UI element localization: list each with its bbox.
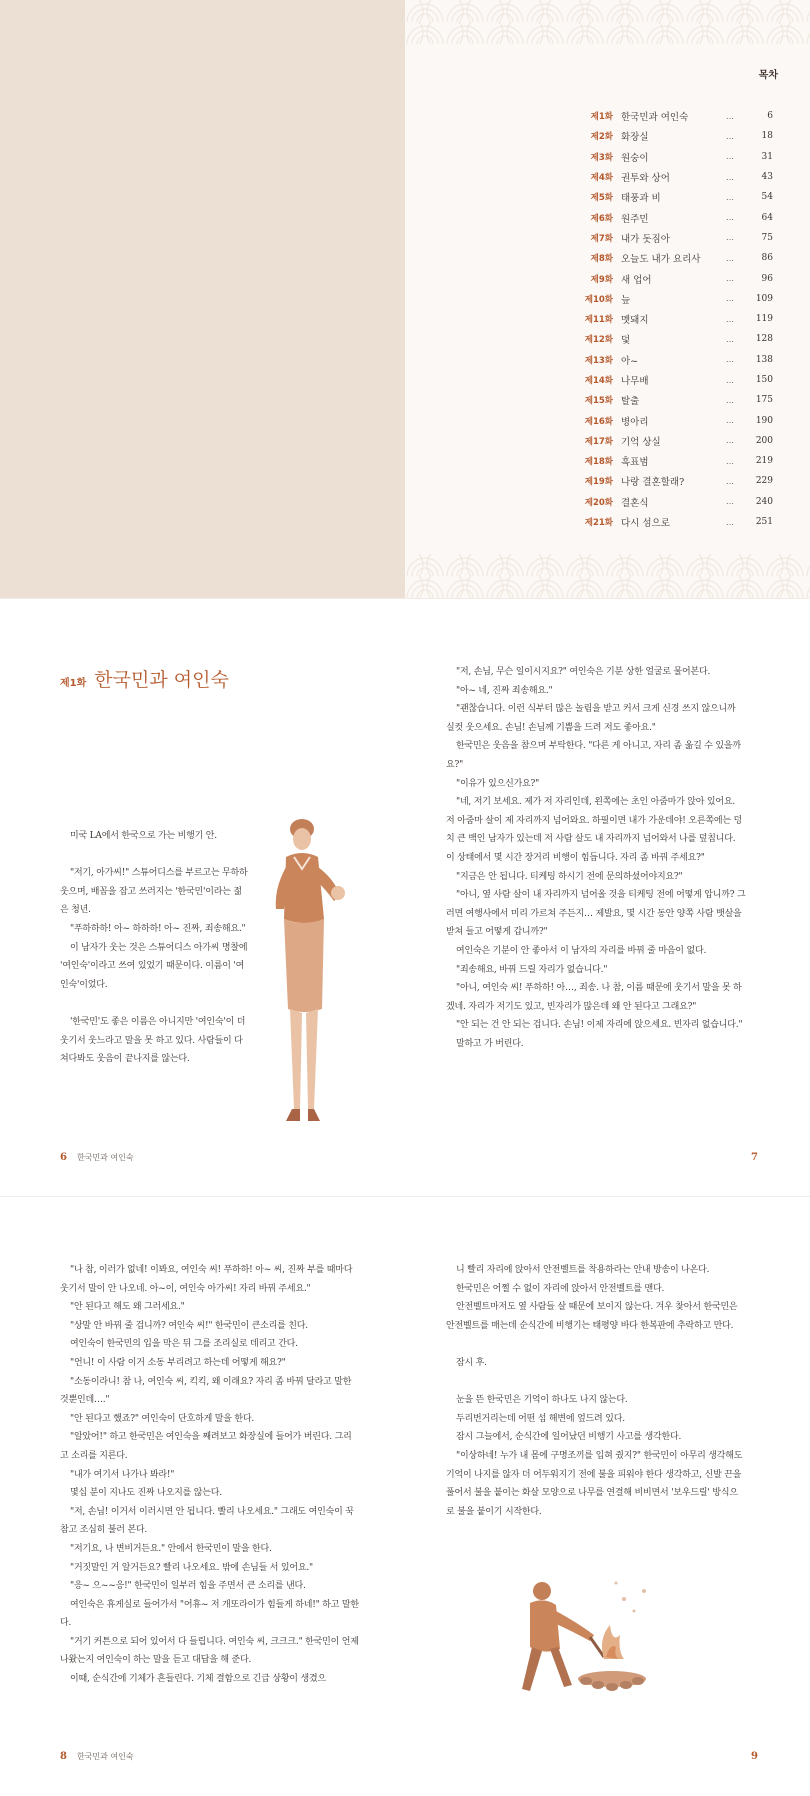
toc-entry [581, 512, 781, 532]
toc-entry [581, 207, 781, 227]
body-paragraph: 안전벨트마저도 옆 사람들 살 때문에 보이지 않는다. 겨우 찾아서 한국민은 안전벨트를 매는데 순식간에 비행기는 태평양 바다 한복판에 추락하고 만다. [446, 1302, 738, 1331]
toc-leader-dots: … [726, 294, 734, 304]
chapter-number: 제1화 [60, 678, 87, 689]
body-paragraph: '한국민'도 좋은 이름은 아니지만 '여인숙'이 더 웃기서 웃느라고 말을 못 하고 있다. 사람들이 다 쳐다봐도 웃음이 끝나지를 않는다. [60, 1016, 246, 1065]
toc-chapter-title: 새 업어 [621, 274, 652, 286]
body-paragraph: "나 참, 이러가 없네! 이봐요, 여인숙 씨! 푸하하! 아~ 씨, 진짜 부를 때마다 웃기서 말이 안 나오네. 아~이, 여인숙 아가씨! 자리 바꿔 주세요." [60, 1265, 353, 1294]
toc-page [405, 0, 810, 598]
toc-leader-dots: … [726, 314, 734, 324]
toc-page-number: 219 [755, 456, 773, 467]
body-paragraph: "죄송해요, 바꿔 드릴 자리가 없습니다." [456, 964, 608, 975]
toc-chapter-title: 아~ [621, 355, 639, 367]
toc-chapter-number: 제5화 [590, 193, 613, 204]
chapter-heading [60, 665, 229, 692]
toc-leader-dots: … [726, 111, 734, 121]
body-paragraph: "알았어!" 하고 한국민은 여인숙을 째려보고 화장실에 들어가 버린다. 그리고 소리를 지른다. [60, 1432, 352, 1461]
toc-list [581, 106, 781, 532]
toc-page-number: 31 [761, 151, 773, 162]
body-paragraph: "저, 손님! 이거서 이러시면 안 됩니다. 빨리 나오세요." 그래도 여인숙이 꾹 참고 조심히 불러 본다. [60, 1506, 354, 1536]
toc-chapter-number: 제8화 [590, 254, 613, 265]
toc-chapter-title: 원주민 [621, 213, 649, 225]
folio-left [60, 1751, 134, 1762]
toc-entry [581, 228, 781, 248]
toc-entry [581, 350, 781, 370]
toc-page-number: 54 [761, 192, 773, 203]
body-paragraph: "안 된다고 했죠?" 여인숙이 단호하게 말을 한다. [70, 1413, 255, 1424]
toc-chapter-title: 탈출 [621, 396, 640, 408]
wave-pattern-top [405, 0, 810, 44]
toc-chapter-title: 덫 [621, 335, 631, 347]
cover-blank-page [0, 0, 405, 598]
body-paragraph: 니 빨리 자리에 앉아서 안전벨트를 착용하라는 안내 방송이 나온다. [456, 1265, 710, 1275]
page-6 [0, 599, 405, 1196]
page-number: 7 [751, 1152, 758, 1163]
toc-page-number: 75 [761, 232, 773, 243]
spread-pages-6-7 [0, 598, 810, 1196]
campfire-man-illustration [494, 1539, 666, 1719]
body-paragraph: 여인숙은 기분이 안 좋아서 이 남자의 자리를 바꿔 줄 마음이 없다. [456, 945, 707, 956]
toc-page-number: 200 [755, 435, 773, 446]
toc-chapter-title: 멧돼지 [621, 315, 649, 327]
toc-page-number: 190 [755, 415, 773, 426]
toc-chapter-number: 제1화 [590, 112, 613, 123]
toc-chapter-number: 제18화 [584, 457, 613, 468]
toc-chapter-title: 다시 섬으로 [621, 518, 670, 530]
body-paragraph: 여인숙은 휴게실로 들어가서 "어휴~ 저 개또라이가 힘들게 하네!" 하고 말한다. [60, 1599, 359, 1629]
toc-leader-dots: … [726, 456, 734, 466]
toc-leader-dots: … [726, 172, 734, 182]
toc-page-number: 18 [761, 131, 773, 142]
folio-left [60, 1152, 134, 1163]
toc-leader-dots: … [726, 517, 734, 527]
toc-entry [581, 451, 781, 471]
toc-page-number: 138 [755, 354, 773, 365]
toc-leader-dots: … [726, 334, 734, 344]
toc-page-number: 128 [755, 334, 773, 345]
toc-entry [581, 471, 781, 491]
toc-leader-dots: … [726, 395, 734, 405]
toc-chapter-number: 제4화 [590, 173, 613, 184]
body-paragraph: 몇십 분이 지나도 진짜 나오지를 않는다. [70, 1488, 222, 1499]
toc-entry [581, 410, 781, 430]
running-title: 한국민과 여인숙 [76, 1153, 134, 1162]
toc-chapter-title: 병아리 [621, 416, 649, 428]
toc-chapter-number: 제21화 [584, 518, 613, 529]
toc-leader-dots: … [726, 192, 734, 202]
toc-leader-dots: … [726, 497, 734, 507]
spread-cover-toc [0, 0, 810, 598]
toc-chapter-title: 흑표범 [621, 457, 649, 469]
page-number: 8 [60, 1751, 67, 1762]
toc-chapter-number: 제20화 [584, 497, 613, 508]
toc-chapter-title: 한국민과 여인숙 [621, 112, 689, 124]
toc-chapter-number: 제11화 [584, 315, 613, 326]
page-9-body [446, 1261, 746, 1521]
page-number: 9 [751, 1751, 758, 1762]
toc-chapter-number: 제13화 [584, 355, 613, 366]
toc-chapter-title: 내가 돗짐아 [621, 233, 670, 245]
toc-entry [581, 431, 781, 451]
toc-chapter-number: 제6화 [590, 213, 613, 224]
toc-leader-dots: … [726, 213, 734, 223]
toc-entry [581, 390, 781, 410]
page-number: 6 [60, 1152, 67, 1163]
body-paragraph: 말하고 가 버린다. [456, 1038, 524, 1049]
running-title: 한국민과 여인숙 [76, 1752, 134, 1761]
body-paragraph: "이상하네! 누가 내 몸에 구명조끼를 입혀 줬지?" 한국민이 아무리 생각해도 기억이 나지를 않자 더 어두워지기 전에 불을 피워야 한다 생각하고, 신발 끈을 풀어서 불을 붙이는 화살 모양으로 나무를 연결해 비비면서 '보우드릴' 방식으로 불을 붙이기 시작한다. [446, 1450, 743, 1517]
toc-page-number: 175 [755, 395, 773, 406]
toc-entry [581, 268, 781, 288]
body-paragraph: 한국민은 웃음을 참으며 부탁한다. "다른 게 아니고, 자리 좀 옮길 수 있을까요?" [446, 741, 741, 770]
body-paragraph: 이때, 순식간에 기체가 흔들린다. 기체 결함으로 긴급 상황이 생겼으 [70, 1674, 326, 1685]
toc-leader-dots: … [726, 152, 734, 162]
toc-page-number: 150 [755, 375, 773, 385]
body-paragraph: "소동이라니! 참 나, 여인숙 씨, 킥킥, 왜 이래요? 자리 좀 바꿔 달라고 말한 것뿐인데…." [60, 1376, 352, 1406]
toc-chapter-title: 오늘도 내가 요리사 [621, 254, 701, 266]
toc-page-number: 109 [755, 293, 773, 304]
body-paragraph: "내가 여기서 나가나 봐라!" [70, 1469, 175, 1480]
toc-page-number: 96 [761, 273, 773, 284]
toc-leader-dots: … [726, 375, 734, 385]
toc-page-number: 43 [761, 172, 773, 183]
body-paragraph: "괜찮습니다. 이런 식부터 많은 놀림을 받고 커서 크게 신경 쓰지 않으니까 실컷 웃으세요. 손님! 손님께 기쁨을 드려 저도 좋아요." [446, 704, 736, 733]
toc-chapter-number: 제14화 [584, 376, 613, 386]
toc-chapter-number: 제17화 [584, 436, 613, 447]
toc-page-number: 229 [755, 476, 773, 487]
body-paragraph: 잠시 그늘에서, 순식간에 일어났던 비행기 사고를 생각한다. [456, 1432, 682, 1443]
body-paragraph: "지금은 안 됩니다. 티케팅 하시기 전에 문의하셨어야지요?" [456, 871, 683, 882]
body-paragraph: "저, 손님, 무슨 일이시지요?" 여인숙은 기분 상한 얼굴로 물어본다. [456, 667, 711, 677]
body-paragraph: 눈을 뜬 한국민은 기억이 하나도 나지 않는다. [456, 1395, 628, 1406]
body-paragraph: "안 되는 건 안 되는 겁니다. 손님! 이제 자리에 앉으세요. 빈자리 없습니다." [456, 1020, 743, 1031]
spread-pages-8-9 [0, 1196, 810, 1796]
toc-chapter-title: 태풍과 비 [621, 193, 661, 205]
body-paragraph: "언니! 이 사람 이거 소동 부리려고 하는데 어떻게 해요?" [70, 1357, 286, 1368]
body-paragraph: "거기 커튼으로 되어 있어서 다 들립니다. 여인숙 씨, 크크크." 한국민이 언제 나왔는지 여인숙이 하는 말을 듣고 대답을 해 준다. [60, 1636, 359, 1666]
body-paragraph: "이유가 있으신가요?" [456, 778, 540, 789]
toc-chapter-title: 기억 상실 [621, 436, 661, 448]
toc-leader-dots: … [726, 274, 734, 284]
toc-chapter-title: 결혼식 [621, 497, 649, 509]
toc-page-number: 251 [755, 517, 773, 528]
toc-leader-dots: … [726, 355, 734, 365]
toc-page-number: 6 [767, 111, 773, 122]
toc-entry [581, 147, 781, 167]
toc-page-number: 64 [761, 212, 773, 223]
body-paragraph: "네, 저기 보세요. 제가 저 자리인데, 왼쪽에는 초인 아줌마가 앉아 있어요. 저 아줌마 살이 제 자리까지 넘어와요. 하필이면 내가 가운데야! 오른쪽에는 덩치 큰 백인 남자가 있는데 저 사람 살도 내 자리까지 넘어와서 나를 덮칩니다. 이 상태에서 몇 시간 장거리 비행이 힘듭니다. 자리 좀 바꿔 주세요?" [446, 797, 743, 863]
toc-leader-dots: … [726, 436, 734, 446]
toc-page-number: 240 [755, 496, 773, 507]
toc-chapter-number: 제7화 [590, 233, 613, 244]
toc-heading: 목차 [758, 70, 778, 81]
toc-chapter-title: 원숭이 [621, 152, 649, 164]
body-paragraph: "안 된다고 해도 왜 그러세요." [70, 1302, 185, 1313]
toc-entry [581, 492, 781, 512]
toc-leader-dots: … [726, 476, 734, 486]
wave-pattern-bottom [405, 554, 810, 598]
toc-page-number: 119 [755, 314, 773, 325]
chapter-title: 한국민과 여인숙 [94, 669, 229, 691]
toc-leader-dots: … [726, 131, 734, 141]
body-paragraph: "상말 안 바꿔 줄 겁니까? 여인숙 씨!" 한국민이 큰소리를 친다. [70, 1320, 308, 1331]
toc-entry [581, 126, 781, 146]
toc-entry [581, 187, 781, 207]
body-paragraph: "저기요, 나 변비거든요." 안에서 한국민이 말을 한다. [70, 1543, 272, 1554]
toc-leader-dots: … [726, 253, 734, 263]
toc-chapter-number: 제3화 [590, 152, 613, 163]
body-paragraph: 잠시 후. [456, 1357, 487, 1368]
toc-chapter-number: 제9화 [590, 274, 613, 285]
toc-chapter-number: 제15화 [584, 396, 613, 407]
toc-chapter-number: 제12화 [584, 335, 613, 346]
toc-chapter-title: 나무배 [621, 376, 649, 387]
toc-entry [581, 289, 781, 309]
page-7-body [446, 663, 746, 1053]
toc-leader-dots: … [726, 233, 734, 243]
body-paragraph: 미국 LA에서 한국으로 가는 비행기 안. [70, 831, 217, 841]
page-6-body [60, 827, 250, 1069]
toc-chapter-number: 제2화 [590, 132, 613, 143]
body-paragraph: "푸하하하! 아~ 하하하! 아~ 진짜, 죄송해요." [70, 923, 246, 934]
toc-entry [581, 309, 781, 329]
body-paragraph: "응~ 으~~응!" 한국민이 일부러 힘을 주면서 큰 소리를 낸다. [70, 1581, 306, 1592]
toc-entry [581, 167, 781, 187]
body-paragraph: "아~ 네, 진짜 죄송해요." [456, 685, 553, 696]
toc-chapter-title: 나랑 결혼할래? [621, 477, 685, 489]
toc-entry [581, 370, 781, 390]
body-paragraph: "아니, 옆 사람 살이 내 자리까지 넘어올 것을 티케팅 전에 어떻게 압니까? 그러면 여행사에서 미리 가르쳐 주든지… 제발요, 몇 시간 동안 양쪽 사람 뱃살을 받쳐 들고 어떻게 갑니까?" [446, 890, 746, 938]
toc-page-number: 86 [761, 253, 773, 264]
toc-chapter-title: 화장실 [621, 132, 649, 144]
body-paragraph: 이 남자가 웃는 것은 스튜어디스 아가씨 명찰에 '여인숙'이라고 쓰여 있었기 때문이다. 이름이 '여인숙'이었다. [60, 942, 248, 990]
toc-chapter-number: 제10화 [584, 294, 613, 305]
body-paragraph: "저기, 아가씨!" 스튜어디스를 부르고는 무하하 웃으며, 배꼽을 잡고 쓰러지는 '한국민'이라는 젊은 청년. [60, 868, 248, 916]
toc-entry [581, 329, 781, 349]
toc-entry [581, 248, 781, 268]
body-paragraph: 여인숙이 한국민의 입을 막은 뒤 그를 조리실로 데리고 간다. [70, 1339, 298, 1350]
page-8-body [60, 1261, 360, 1689]
toc-entry [581, 106, 781, 126]
body-paragraph: 한국민은 어쩔 수 없이 자리에 앉아서 안전벨트를 맨다. [456, 1283, 665, 1294]
body-paragraph: 두리번거리는데 어떤 섬 해변에 엎드려 있다. [456, 1413, 625, 1424]
toc-leader-dots: … [726, 416, 734, 426]
toc-chapter-number: 제16화 [584, 416, 613, 427]
toc-chapter-title: 늪 [621, 294, 631, 306]
flight-attendant-illustration [264, 809, 354, 1144]
body-paragraph: "아니, 여인숙 씨! 푸하하! 아…, 죄송. 나 참, 이름 때문에 웃기서 말을 못 하겠네. 자리가 저기도 있고, 빈자리가 많은데 왜 안 된다고 그래요?" [446, 983, 742, 1012]
toc-chapter-number: 제19화 [584, 477, 613, 488]
body-paragraph: "거짓말인 거 알거든요? 빨리 나오세요. 밖에 손님들 서 있어요." [70, 1562, 313, 1573]
toc-chapter-title: 권투와 상어 [621, 173, 670, 185]
